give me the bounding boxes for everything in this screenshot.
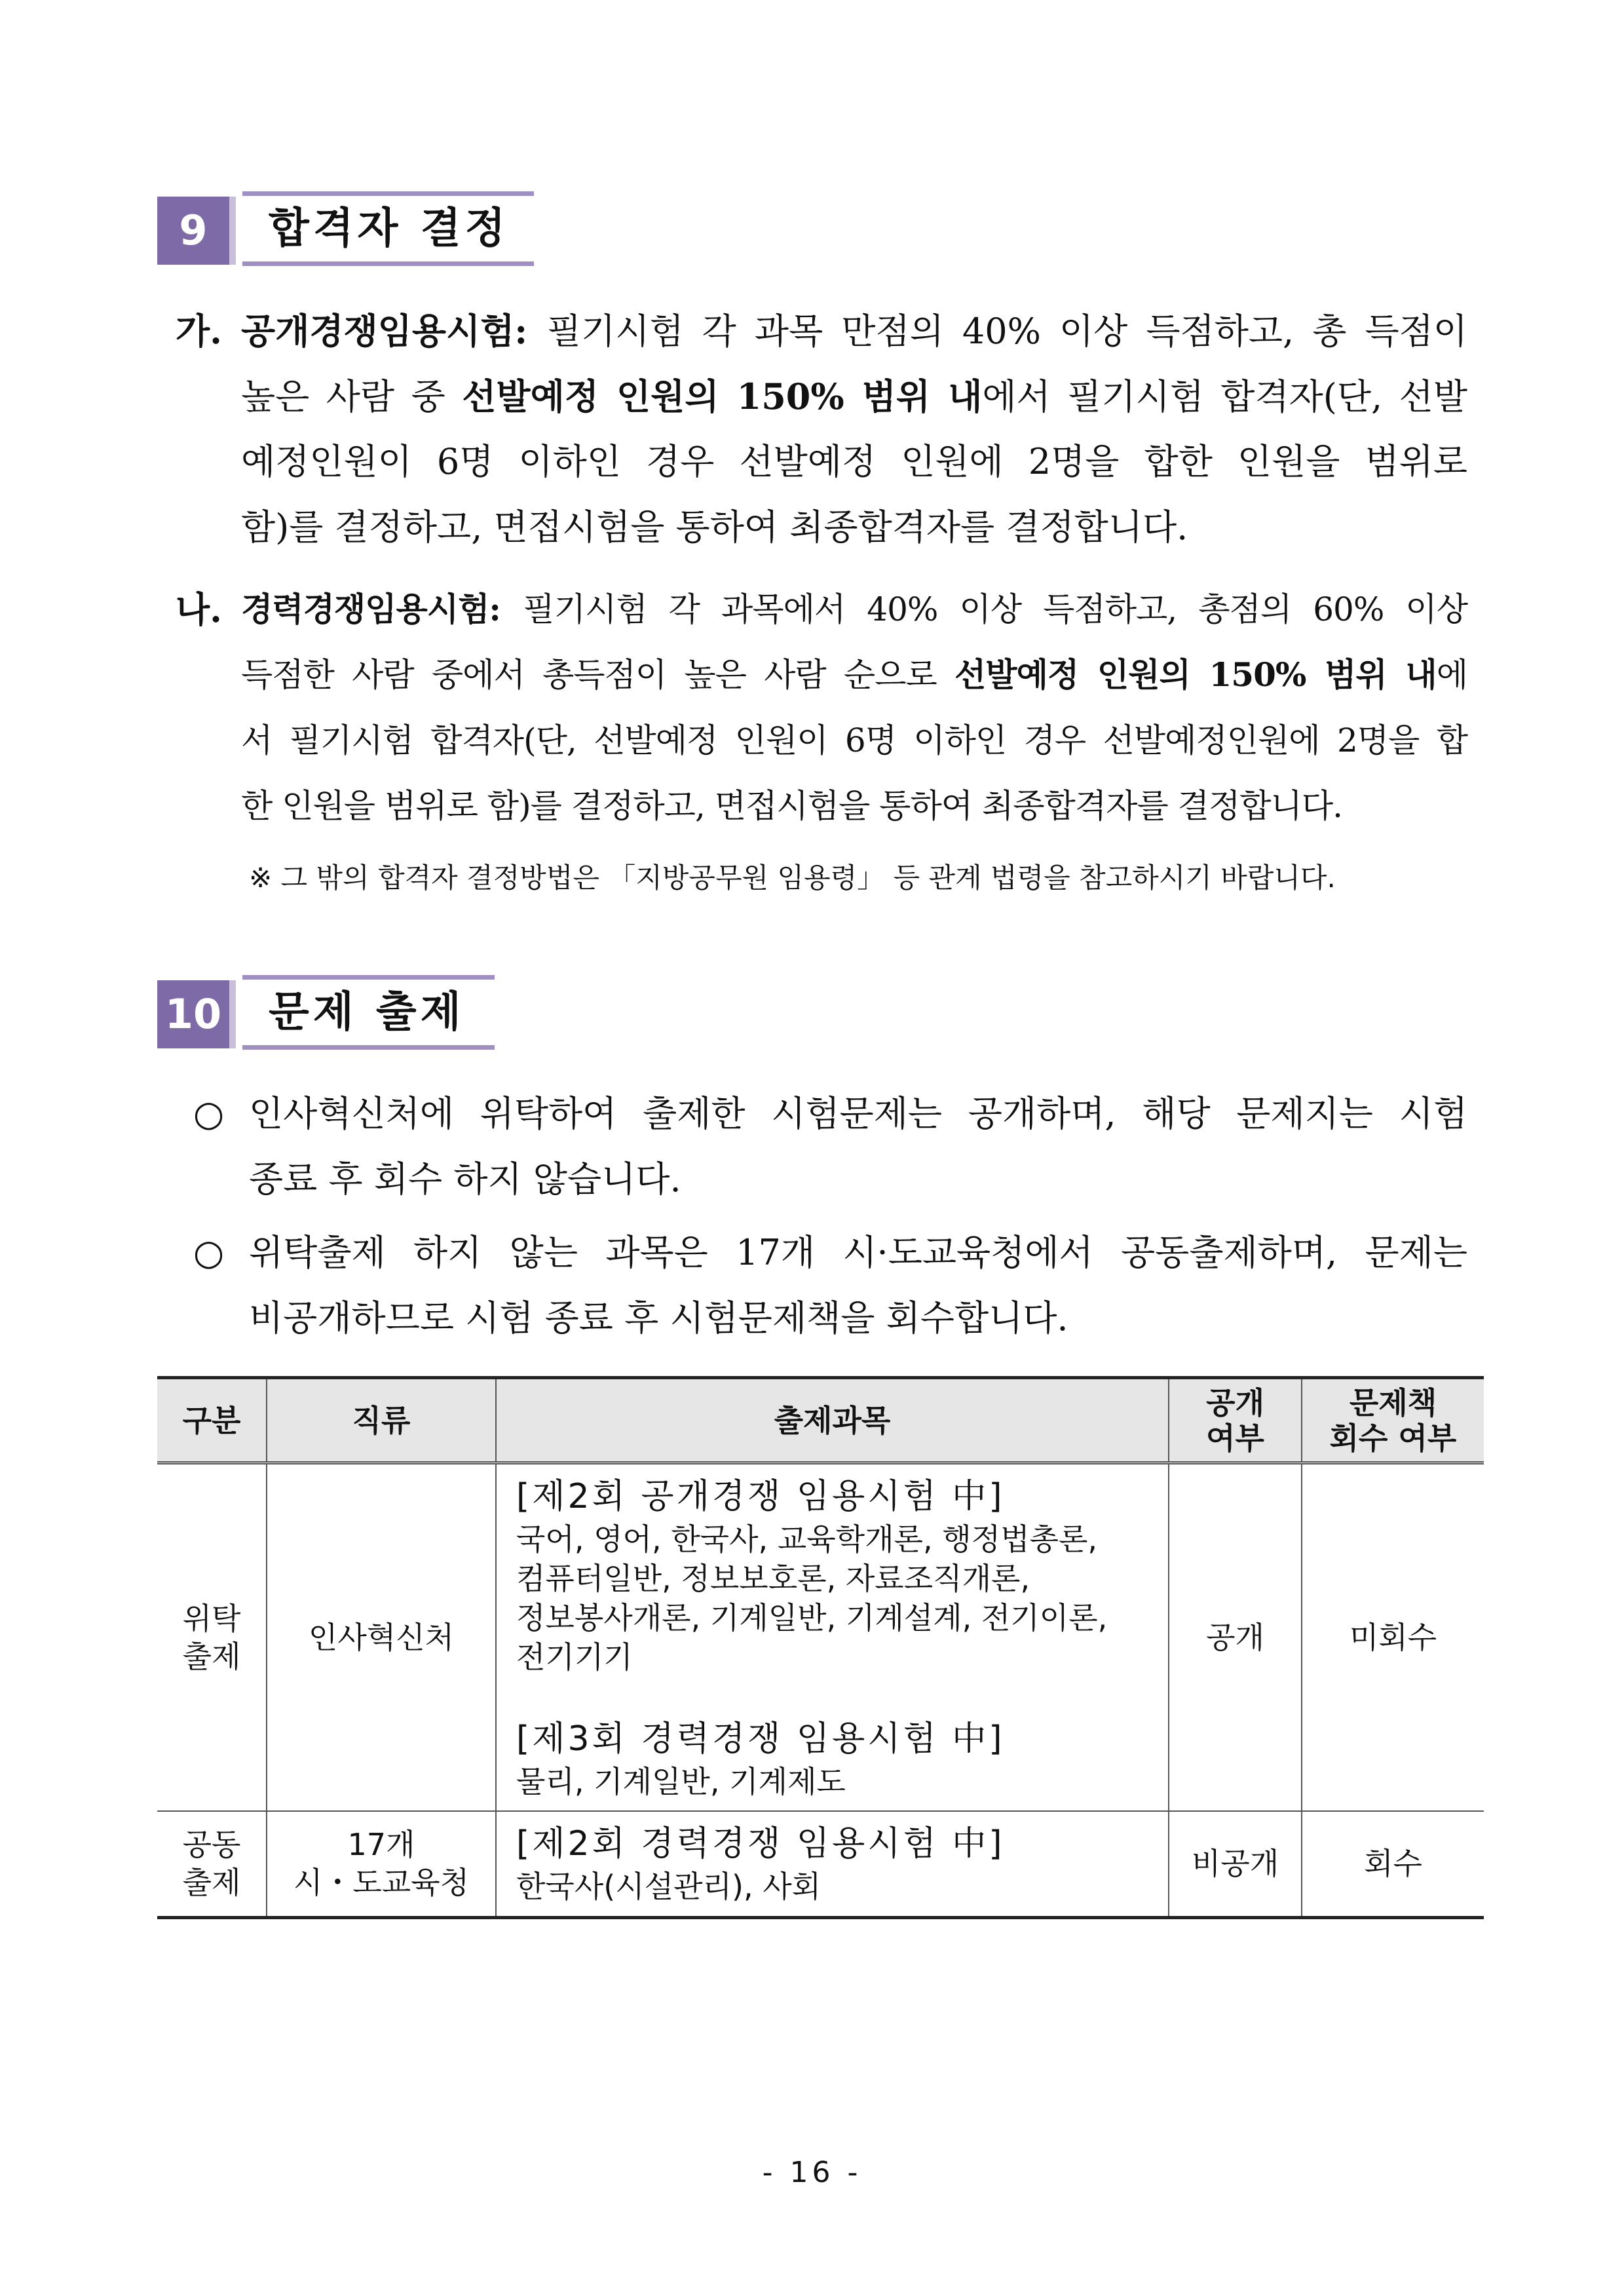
paragraph-marker: 나. [176,588,222,630]
cell-booklet: 회수 [1302,1811,1484,1917]
exam-round-heading: [제2회 경력경쟁 임용시험 中] [516,1824,1005,1864]
cell-job: 인사혁신처 [267,1463,496,1812]
header-category: 구분 [157,1378,267,1463]
cell-category: 위탁 출제 [157,1463,267,1812]
section-number: 9 [157,197,236,265]
exam-round-heading: [제2회 공개경쟁 임용시험 中] [516,1477,1005,1516]
header-job: 직류 [267,1378,496,1463]
cell-public: 비공개 [1169,1811,1302,1917]
section-title: 문제 출제 [242,975,495,1050]
subject-list: 전기기기 [516,1639,633,1675]
circle-bullet-icon: ○ [193,1093,225,1134]
section-number: 10 [157,980,236,1048]
cell-subjects [496,1463,1169,1812]
paragraph-line: 득점한 사람 중에서 총득점이 높은 사람 순으로 선발예정 인원의 150% 범위 내에 [241,655,1467,694]
bullet-line: 인사혁신처에 위탁하여 출제한 시험문제는 공개하며, 해당 문제지는 시험 [249,1093,1467,1134]
table-row [157,1811,1484,1917]
exam-round-heading: [제3회 경력경쟁 임용시험 中] [516,1719,1005,1759]
header-subjects: 출제과목 [496,1378,1169,1463]
bullet-item [193,1220,1467,1351]
paragraph-line: 경력경쟁임용시험: 필기시험 각 과목에서 40% 이상 득점하고, 총점의 60% 이상 [241,590,1467,628]
paragraph-na [176,577,1467,839]
subject-list: 컴퓨터일반, 정보보호론, 자료조직개론, [516,1561,1030,1596]
paragraph-marker: 가. [176,310,222,352]
table-row [157,1463,1484,1812]
paragraph-line: 공개경쟁임용시험: 필기시험 각 과목 만점의 40% 이상 득점하고, 총 득점이 [241,310,1467,352]
bullet-item [193,1081,1467,1212]
cell-booklet: 미회수 [1302,1463,1484,1812]
cell-job: 17개 시・도교육청 [267,1811,496,1917]
page-number: - 16 - [762,2156,862,2189]
subject-list: 국어, 영어, 한국사, 교육학개론, 행정법총론, [516,1521,1098,1557]
section-title: 합격자 결정 [242,191,534,266]
paragraph-ga [176,298,1467,560]
subject-table [157,1376,1484,1919]
paragraph-line: 한 인원을 범위로 함)를 결정하고, 면접시험을 통하여 최종합격자를 결정합니다. [241,787,1343,825]
paragraph-line: 높은 사람 중 선발예정 인원의 150% 범위 내에서 필기시험 합격자(단, 선발 [241,375,1467,417]
paragraph-line: 예정인원이 6명 이하인 경우 선발예정 인원에 2명을 합한 인원을 범위로 [241,441,1467,482]
table-header-row [157,1378,1484,1463]
circle-bullet-icon: ○ [193,1232,225,1273]
reference-note: ※ 그 밖의 합격자 결정방법은 「지방공무원 임용령」 등 관계 법령을 참고하시기 바랍니다. [249,862,1336,894]
subject-list: 물리, 기계일반, 기계제도 [516,1764,846,1799]
bullet-line: 종료 후 회수 하지 않습니다. [249,1158,681,1200]
header-booklet: 문제책 회수 여부 [1302,1378,1484,1463]
cell-subjects [496,1811,1169,1917]
subject-list: 한국사(시설관리), 사회 [516,1869,821,1905]
header-public: 공개 여부 [1169,1378,1302,1463]
subject-list: 정보봉사개론, 기계일반, 기계설계, 전기이론, [516,1600,1108,1636]
paragraph-line: 함)를 결정하고, 면접시험을 통하여 최종합격자를 결정합니다. [241,507,1188,548]
cell-category: 공동 출제 [157,1811,267,1917]
cell-public: 공개 [1169,1463,1302,1812]
paragraph-line: 서 필기시험 합격자(단, 선발예정 인원이 6명 이하인 경우 선발예정인원에 2명을 합 [241,721,1467,759]
bullet-line: 위탁출제 하지 않는 과목은 17개 시·도교육청에서 공동출제하며, 문제는 [249,1232,1467,1273]
bullet-line: 비공개하므로 시험 종료 후 시험문제책을 회수합니다. [249,1297,1068,1339]
